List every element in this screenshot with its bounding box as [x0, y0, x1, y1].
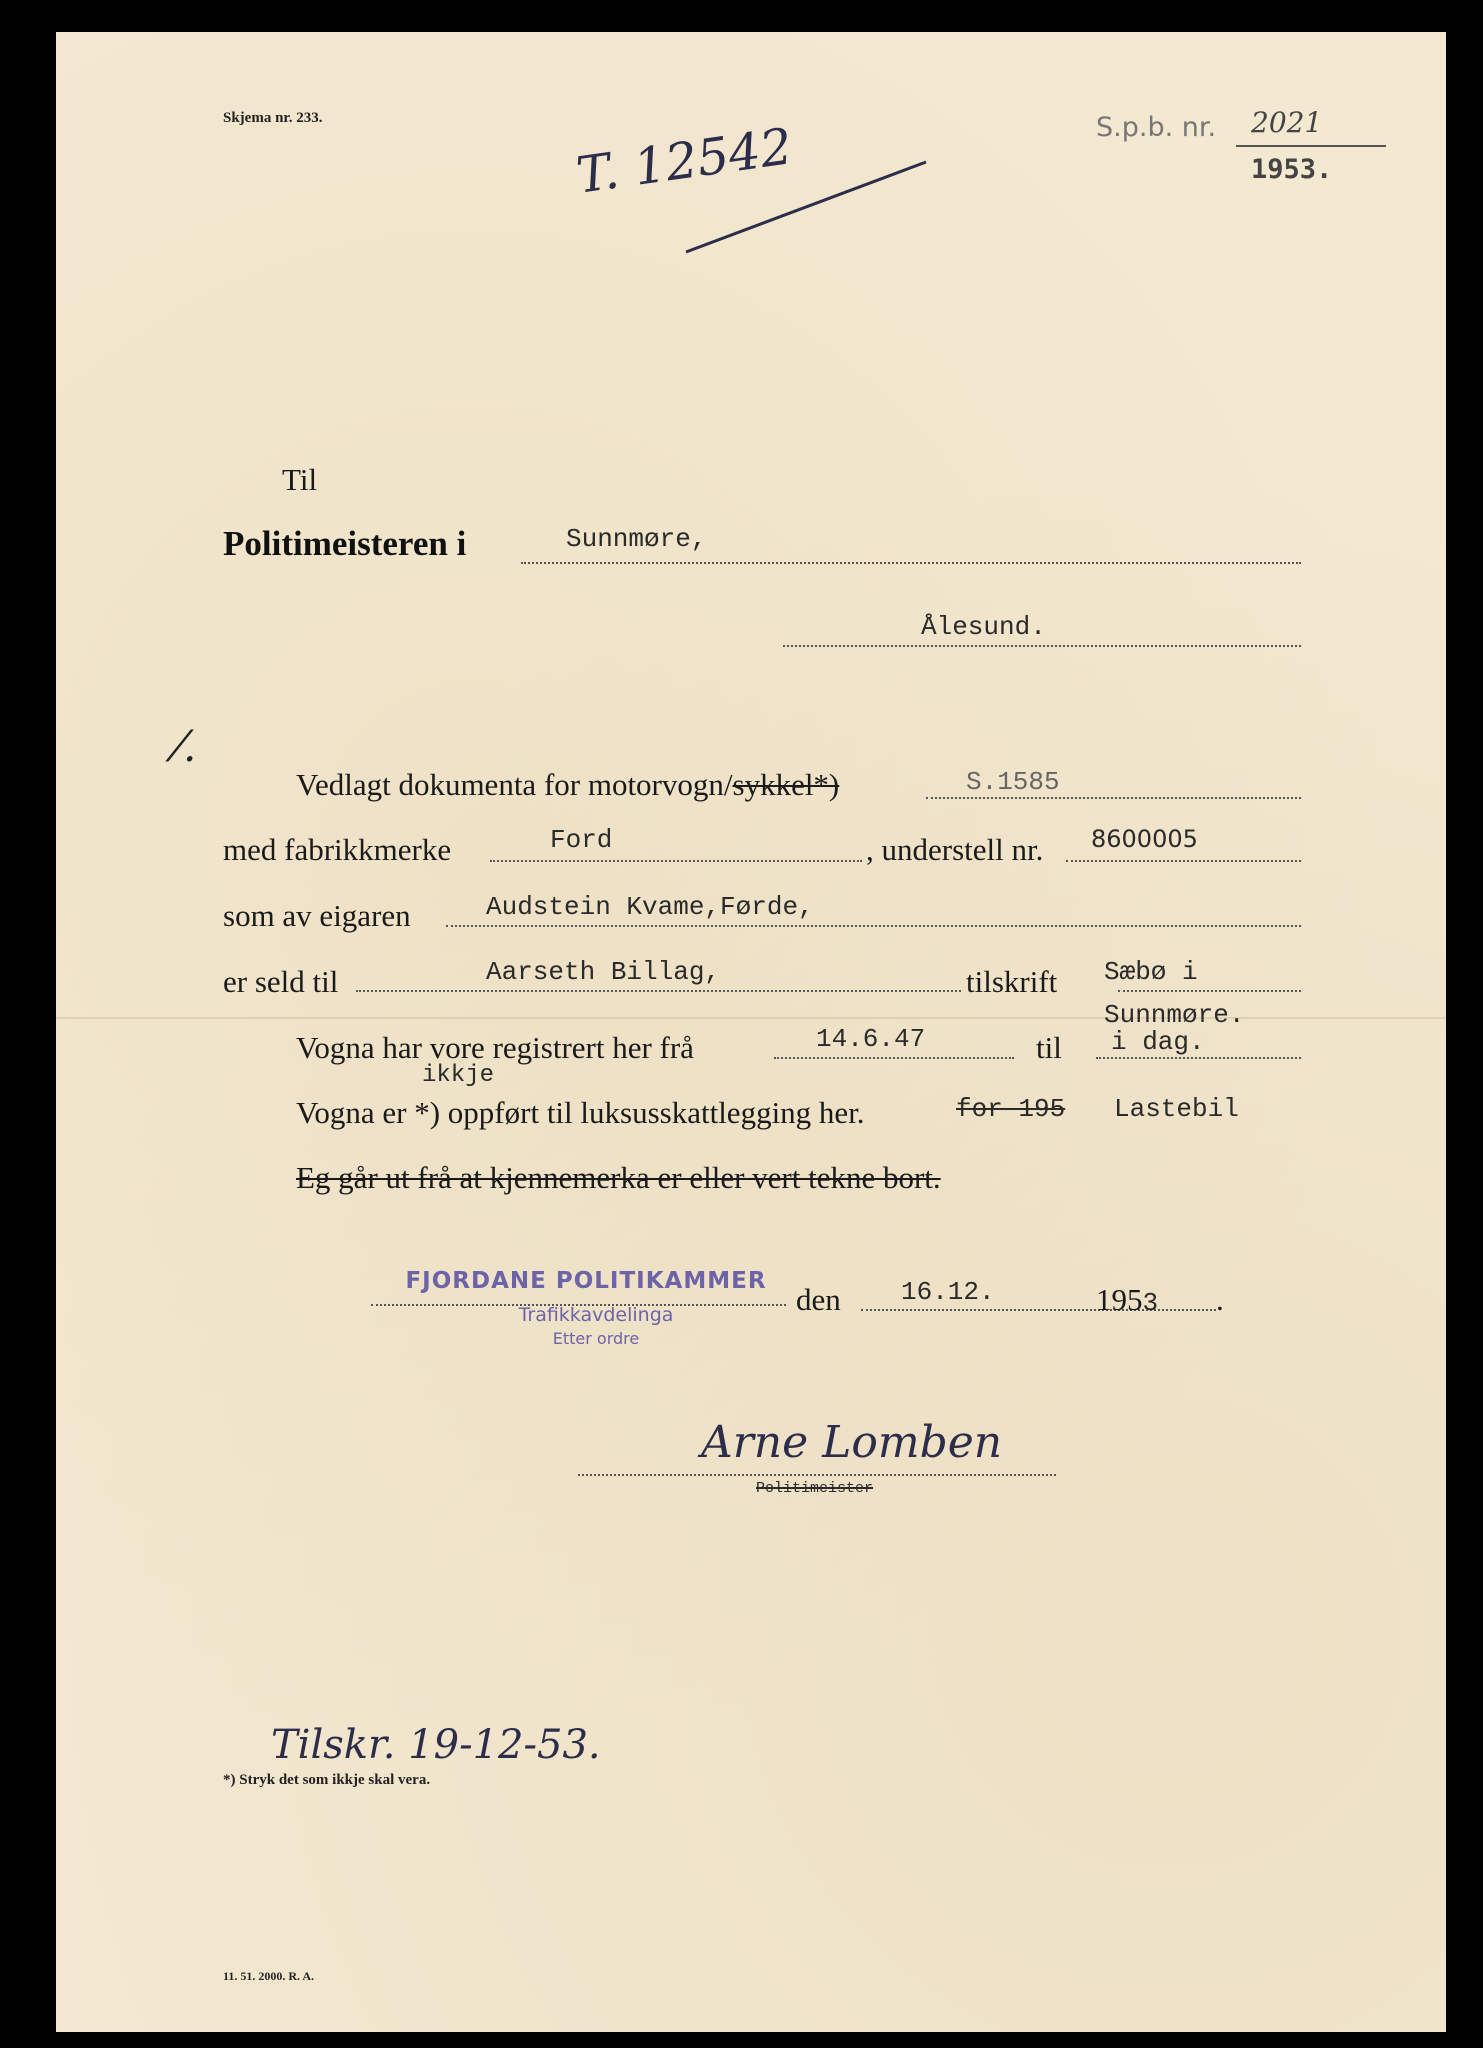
stamp-line3: Etter ordre [552, 1329, 640, 1348]
line5-label: Vogna har vore registrert her frå [296, 1030, 694, 1065]
line3-dotted [446, 925, 1301, 927]
den-label: den [796, 1282, 841, 1317]
line5-label2: til [1036, 1030, 1062, 1065]
line5-value: 14.6.47 [816, 1024, 926, 1054]
line4-value3: Sunnmøre. [1104, 1000, 1245, 1030]
line2-dotted [490, 860, 862, 862]
line4-label: er seld til [223, 964, 339, 999]
line4-dotted2 [1118, 990, 1301, 992]
spb-year: 1953. [1251, 154, 1333, 185]
line1-dotted [926, 797, 1301, 799]
line6-label: Vogna er *) oppført til luksusskattlegging her. [296, 1095, 865, 1130]
addressee-district: Sunnmøre, [566, 524, 707, 554]
footnote: *) Stryk det som ikkje skal vera. [223, 1772, 431, 1788]
spb-label: S.p.b. nr. [1096, 112, 1217, 143]
line3-value: Audstein Kvame,Førde, [486, 892, 814, 922]
line5-dotted2 [1096, 1057, 1301, 1059]
spb-fraction-line [1236, 145, 1386, 147]
line1-label: Vedlagt dokumenta for motorvogn/ [296, 767, 733, 802]
line5-value2: i dag. [1111, 1027, 1205, 1057]
city-dotted-line [783, 645, 1301, 647]
line5-dotted [774, 1057, 1014, 1059]
addressee-prefix: Politimeisteren i [223, 524, 467, 563]
year-group [1096, 1282, 1158, 1318]
handwritten-reference: T. 12542 [573, 117, 796, 205]
line2-value2: 8600005 [1091, 825, 1198, 853]
handwritten-note: Tilskr. 19-12-53. [271, 1722, 601, 1768]
struck-title: Politimeister [756, 1480, 874, 1497]
stamp-line1: FJORDANE POLITIKAMMER [405, 1268, 767, 1294]
til-label: Til [282, 462, 318, 497]
spb-number: 2021 [1251, 106, 1323, 139]
line6-struck: for 195 [956, 1094, 1066, 1124]
margin-mark: ⁄. [176, 722, 197, 771]
signature-handwriting: Arne Lomben [701, 1417, 1003, 1468]
year-period: . [1216, 1282, 1224, 1317]
line4-value2: Sæbø i [1104, 957, 1198, 987]
date-value: 16.12. [901, 1277, 995, 1307]
line4-label2: tilskrift [966, 964, 1058, 999]
line2-label2: , understell nr. [866, 832, 1044, 867]
line1 [296, 767, 839, 803]
line1-value: S.1585 [966, 767, 1060, 797]
signature-dotted-line [578, 1474, 1056, 1476]
line4-dotted [356, 990, 961, 992]
year-prefix: 195 [1096, 1282, 1143, 1317]
handwritten-underline [626, 152, 946, 262]
form-sheet [56, 32, 1446, 2032]
line2-value: Ford [550, 825, 613, 855]
line1-struck: sykkel*) [732, 767, 840, 802]
line2-label: med fabrikkmerke [223, 832, 452, 867]
addressee-city: Ålesund. [921, 612, 1046, 642]
print-code: 11. 51. 2000. R. A. [223, 1969, 315, 1983]
line7-struck: Eg går ut frå at kjennemerka er eller vert tekne bort. [296, 1160, 941, 1195]
stamp-line2: Trafikkavdelinga [518, 1304, 674, 1326]
line2-dotted2 [1066, 860, 1301, 862]
line6-value: Lastebil [1114, 1094, 1239, 1124]
line3-label: som av eigaren [223, 898, 411, 933]
schema-label: Skjema nr. 233. [223, 110, 323, 126]
line6-insert: ikkje [422, 1062, 495, 1089]
date-dotted-line [861, 1309, 1216, 1311]
year-suffix: 3 [1142, 1288, 1159, 1318]
addressee-dotted-line [521, 562, 1301, 564]
line4-value: Aarseth Billag, [486, 957, 721, 987]
